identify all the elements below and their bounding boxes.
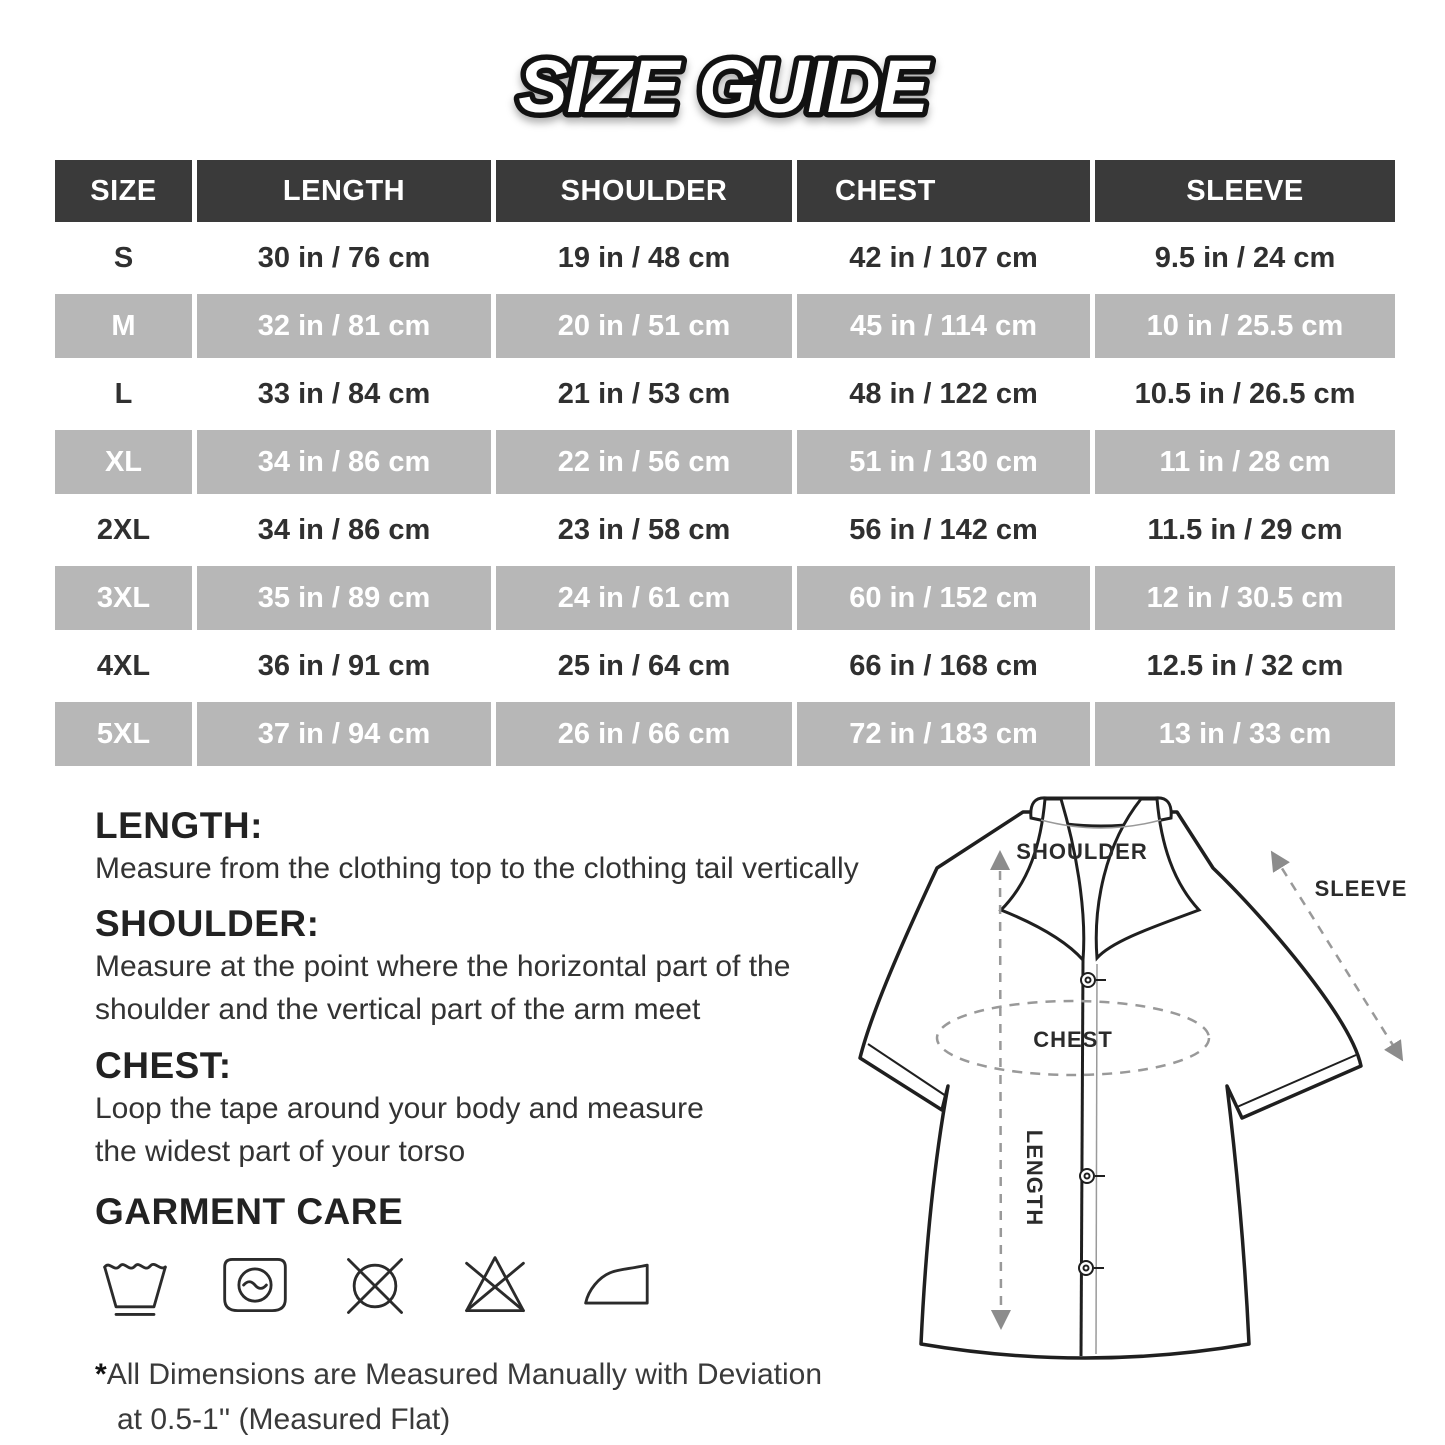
page-title-text: SIZE GUIDE [517, 45, 928, 128]
cell-4xl-size: 4XL [55, 634, 192, 698]
size-table [55, 160, 1395, 766]
cell-xl-sleeve: 11 in / 28 cm [1095, 430, 1395, 494]
cell-4xl-shoulder: 25 in / 64 cm [496, 634, 792, 698]
footnote-text-1: All Dimensions are Measured Manually with Deviation [106, 1358, 822, 1392]
cell-l-chest: 48 in / 122 cm [797, 362, 1090, 426]
cell-s-sleeve: 9.5 in / 24 cm [1095, 226, 1395, 290]
measurement-info [95, 806, 925, 1442]
definition-text: Loop the tape around your body and measure [95, 1091, 704, 1125]
cell-s-shoulder: 19 in / 48 cm [496, 226, 792, 290]
definition-text: Measure from the clothing top to the clothing tail vertically [95, 851, 859, 885]
definition-text: the widest part of your torso [95, 1135, 466, 1169]
cell-s-size: S [55, 226, 192, 290]
cell-s-length: 30 in / 76 cm [197, 226, 491, 290]
cell-l-length: 33 in / 84 cm [197, 362, 491, 426]
garment-care-icons [95, 1250, 925, 1322]
definition-term-chest: CHEST: [95, 1044, 232, 1086]
definition-text: shoulder and the vertical part of the arm meet [95, 993, 701, 1027]
do-not-dry-clean-icon [335, 1250, 415, 1322]
footnote-asterisk: * [95, 1358, 107, 1392]
cell-m-shoulder: 20 in / 51 cm [496, 294, 792, 358]
definition-term-shoulder: SHOULDER: [95, 903, 320, 945]
cell-2xl-sleeve: 11.5 in / 29 cm [1095, 498, 1395, 562]
tumble-dry-icon [215, 1250, 295, 1322]
page-title [223, 24, 1223, 146]
cell-3xl-size: 3XL [55, 566, 192, 630]
shirt-diagram [845, 788, 1445, 1428]
cell-5xl-chest: 72 in / 183 cm [797, 702, 1090, 766]
diagram-label-chest: CHEST [1033, 1027, 1113, 1052]
header-chest: CHEST [797, 160, 1090, 222]
cell-xl-length: 34 in / 86 cm [197, 430, 491, 494]
cell-5xl-length: 37 in / 94 cm [197, 702, 491, 766]
cell-2xl-size: 2XL [55, 498, 192, 562]
cell-5xl-shoulder: 26 in / 66 cm [496, 702, 792, 766]
cell-m-size: M [55, 294, 192, 358]
definition-term-length: LENGTH: [95, 805, 263, 846]
wash-mild-icon [95, 1250, 175, 1322]
header-sleeve: SLEEVE [1095, 160, 1395, 222]
cell-3xl-length: 35 in / 89 cm [197, 566, 491, 630]
cell-s-chest: 42 in / 107 cm [797, 226, 1090, 290]
footnote-line-1 [95, 1352, 925, 1397]
cell-5xl-size: 5XL [55, 702, 192, 766]
cell-4xl-sleeve: 12.5 in / 32 cm [1095, 634, 1395, 698]
cell-2xl-chest: 56 in / 142 cm [797, 498, 1090, 562]
do-not-bleach-icon [455, 1250, 535, 1322]
cell-xl-shoulder: 22 in / 56 cm [496, 430, 792, 494]
definition-text: Measure at the point where the horizontal part of the [95, 949, 791, 983]
cell-m-sleeve: 10 in / 25.5 cm [1095, 294, 1395, 358]
garment-care-heading: GARMENT CARE [95, 1190, 404, 1232]
footnote [95, 1352, 925, 1442]
header-length: LENGTH [197, 160, 491, 222]
cell-4xl-length: 36 in / 91 cm [197, 634, 491, 698]
footnote-line-2: at 0.5-1'' (Measured Flat) [117, 1403, 451, 1437]
definitions [95, 806, 925, 1174]
cell-2xl-shoulder: 23 in / 58 cm [496, 498, 792, 562]
cell-m-length: 32 in / 81 cm [197, 294, 491, 358]
cell-m-chest: 45 in / 114 cm [797, 294, 1090, 358]
header-size: SIZE [55, 160, 192, 222]
cell-3xl-chest: 60 in / 152 cm [797, 566, 1090, 630]
cell-xl-size: XL [55, 430, 192, 494]
diagram-label-length: LENGTH [1022, 1129, 1047, 1227]
iron-icon [575, 1250, 655, 1322]
cell-l-size: L [55, 362, 192, 426]
cell-3xl-shoulder: 24 in / 61 cm [496, 566, 792, 630]
header-shoulder: SHOULDER [496, 160, 792, 222]
cell-2xl-length: 34 in / 86 cm [197, 498, 491, 562]
cell-4xl-chest: 66 in / 168 cm [797, 634, 1090, 698]
cell-3xl-sleeve: 12 in / 30.5 cm [1095, 566, 1395, 630]
diagram-label-shoulder: SHOULDER [1016, 839, 1148, 864]
cell-xl-chest: 51 in / 130 cm [797, 430, 1090, 494]
cell-l-sleeve: 10.5 in / 26.5 cm [1095, 362, 1395, 426]
cell-5xl-sleeve: 13 in / 33 cm [1095, 702, 1395, 766]
diagram-label-sleeve: SLEEVE [1314, 876, 1408, 901]
cell-l-shoulder: 21 in / 53 cm [496, 362, 792, 426]
